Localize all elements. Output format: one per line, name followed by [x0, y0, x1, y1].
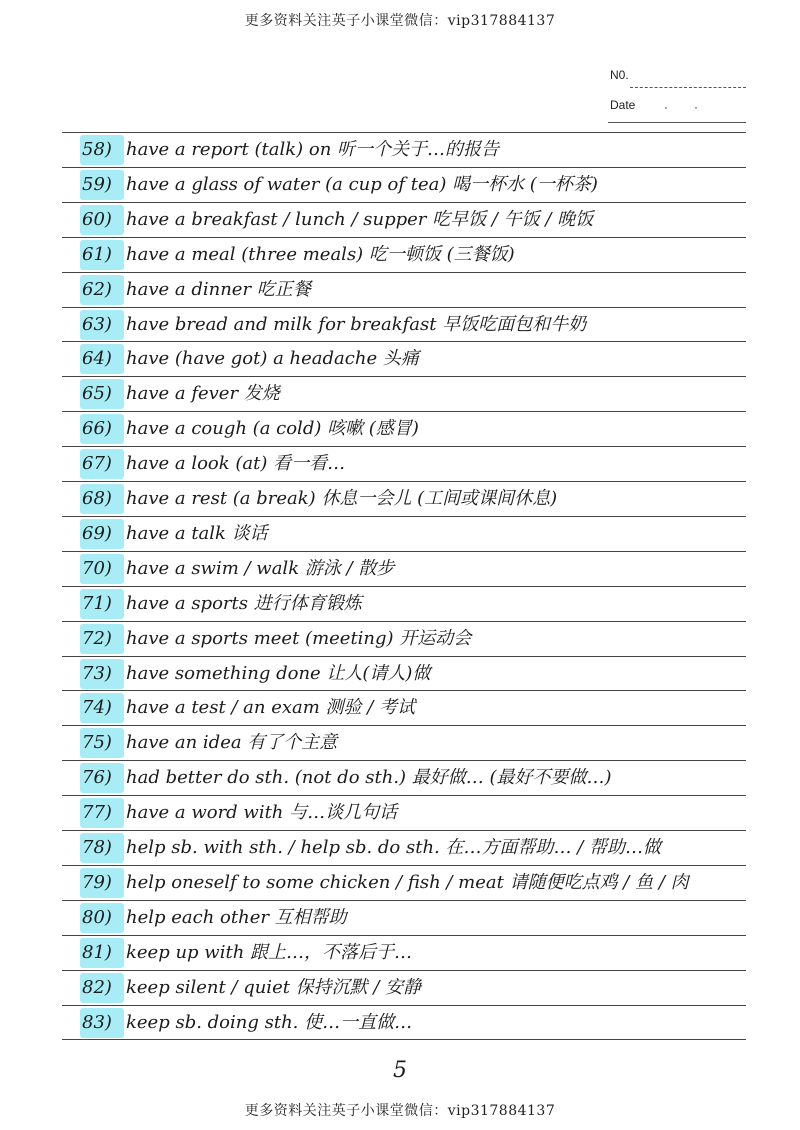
ruled-line — [62, 656, 746, 657]
phrase-entry — [80, 624, 746, 654]
ruled-line — [62, 272, 746, 273]
entry-text: have a fever 发烧 — [126, 383, 280, 405]
entry-number: 76) — [80, 763, 124, 793]
ruled-line — [62, 237, 746, 238]
phrase-entry — [80, 344, 746, 374]
ruled-line — [62, 446, 746, 447]
entry-number: 63) — [80, 310, 124, 340]
page-number: 5 — [393, 1058, 407, 1083]
phrase-entry — [80, 659, 746, 689]
ruled-line — [62, 551, 746, 552]
entry-text: have a sports 进行体育锻炼 — [126, 592, 362, 614]
entry-number: 64) — [80, 344, 124, 374]
phrase-entry — [80, 449, 746, 479]
phrase-entry — [80, 798, 746, 828]
entry-number: 66) — [80, 414, 124, 444]
ruled-line — [62, 935, 746, 936]
entry-number: 65) — [80, 379, 124, 409]
entry-text: have a glass of water (a cup of tea) 喝一杯水 (一杯茶) — [126, 173, 598, 195]
entry-number: 82) — [80, 973, 124, 1003]
entry-text: keep silent / quiet 保持沉默 / 安静 — [126, 976, 422, 998]
ruled-line — [62, 760, 746, 761]
entry-number: 71) — [80, 589, 124, 619]
phrase-entry — [80, 938, 746, 968]
ruled-line — [62, 725, 746, 726]
phrase-entry — [80, 1008, 746, 1038]
ruled-line — [62, 690, 746, 691]
ruled-line — [62, 830, 746, 831]
phrase-entry — [80, 484, 746, 514]
entry-text: have bread and milk for breakfast 早饭吃面包和牛奶 — [126, 313, 587, 335]
entry-number: 59) — [80, 170, 124, 200]
phrase-entry — [80, 693, 746, 723]
entry-text: have a report (talk) on 听一个关于…的报告 — [126, 139, 500, 160]
entry-number: 73) — [80, 659, 124, 689]
ruled-line — [62, 411, 746, 412]
date-field-line — [608, 122, 746, 123]
phrase-entry — [80, 554, 746, 584]
entry-number: 69) — [80, 519, 124, 549]
phrase-entry — [80, 275, 746, 305]
entry-text: have a rest (a break) 休息一会儿 (工间或课间休息) — [126, 488, 558, 509]
entry-number: 81) — [80, 938, 124, 968]
watermark-top: 更多资料关注英子小课堂微信：vip317884137 — [244, 13, 556, 29]
phrase-entry — [80, 240, 746, 270]
entry-text: help sb. with sth. / help sb. do sth. 在…方面帮助… / 帮助…做 — [126, 837, 661, 858]
date-dot: · — [664, 100, 668, 114]
ruled-line — [62, 167, 746, 168]
entry-number: 61) — [80, 240, 124, 270]
phrase-entry — [80, 903, 746, 933]
phrase-entry — [80, 868, 746, 898]
entry-text: have (have got) a headache 头痛 — [126, 348, 419, 370]
entry-text: have a meal (three meals) 吃一顿饭 (三餐饭) — [126, 243, 515, 265]
entry-number: 78) — [80, 833, 124, 863]
entry-number: 83) — [80, 1008, 124, 1038]
entry-text: have a dinner 吃正餐 — [126, 278, 311, 300]
ruled-line — [62, 376, 746, 377]
no-field-line — [630, 87, 746, 88]
entry-text: help oneself to some chicken / fish / meat 请随便吃点鸡 / 鱼 / 肉 — [126, 871, 689, 893]
entry-number: 74) — [80, 693, 124, 723]
ruled-line — [62, 865, 746, 866]
entry-number: 77) — [80, 798, 124, 828]
phrase-entry — [80, 414, 746, 444]
entry-text: have something done 让人(请人)做 — [126, 662, 431, 684]
entry-number: 75) — [80, 728, 124, 758]
entry-text: have a swim / walk 游泳 / 散步 — [126, 557, 395, 579]
entry-number: 68) — [80, 484, 124, 514]
entry-text: keep up with 跟上…，不落后于… — [126, 941, 413, 963]
ruled-line — [62, 516, 746, 517]
phrase-entry — [80, 135, 746, 165]
phrase-entry — [80, 728, 746, 758]
entry-text: keep sb. doing sth. 使…一直做… — [126, 1011, 413, 1033]
watermark-bottom: 更多资料关注英子小课堂微信：vip317884137 — [244, 1103, 556, 1119]
entry-text: have a test / an exam 测验 / 考试 — [126, 697, 416, 719]
entry-text: have a cough (a cold) 咳嗽 (感冒) — [126, 418, 419, 440]
entry-text: had better do sth. (not do sth.) 最好做… (最好不要做…) — [126, 767, 612, 789]
ruled-line — [62, 795, 746, 796]
phrase-entry — [80, 170, 746, 200]
entry-number: 72) — [80, 624, 124, 654]
phrase-entry — [80, 763, 746, 793]
date-dot: · — [694, 100, 698, 114]
ruled-line — [62, 132, 746, 133]
no-label: N0. — [610, 68, 629, 82]
entry-text: have a breakfast / lunch / supper 吃早饭 / 午饭 / 晚饭 — [126, 208, 594, 230]
entry-number: 79) — [80, 868, 124, 898]
ruled-line — [62, 481, 746, 482]
phrase-entry — [80, 310, 746, 340]
date-label: Date — [610, 98, 636, 112]
ruled-line — [62, 307, 746, 308]
phrase-entry — [80, 205, 746, 235]
entry-text: have a talk 谈话 — [126, 522, 268, 544]
phrase-entry — [80, 519, 746, 549]
entry-number: 58) — [80, 135, 124, 165]
entry-text: have an idea 有了个主意 — [126, 732, 338, 754]
ruled-line — [62, 341, 746, 342]
ruled-line — [62, 586, 746, 587]
entry-text: have a look (at) 看一看… — [126, 453, 346, 475]
entry-text: help each other 互相帮助 — [126, 906, 347, 928]
entry-number: 70) — [80, 554, 124, 584]
ruled-line — [62, 900, 746, 901]
phrase-entry — [80, 589, 746, 619]
ruled-line — [62, 1005, 746, 1006]
ruled-line — [62, 1039, 746, 1040]
phrase-entry — [80, 973, 746, 1003]
ruled-line — [62, 970, 746, 971]
phrase-entry — [80, 379, 746, 409]
entry-text: have a word with 与…谈几句话 — [126, 802, 398, 824]
entry-number: 80) — [80, 903, 124, 933]
entry-text: have a sports meet (meeting) 开运动会 — [126, 627, 472, 649]
ruled-line — [62, 621, 746, 622]
phrase-entry — [80, 833, 746, 863]
entry-number: 62) — [80, 275, 124, 305]
ruled-line — [62, 202, 746, 203]
entry-number: 67) — [80, 449, 124, 479]
entry-number: 60) — [80, 205, 124, 235]
